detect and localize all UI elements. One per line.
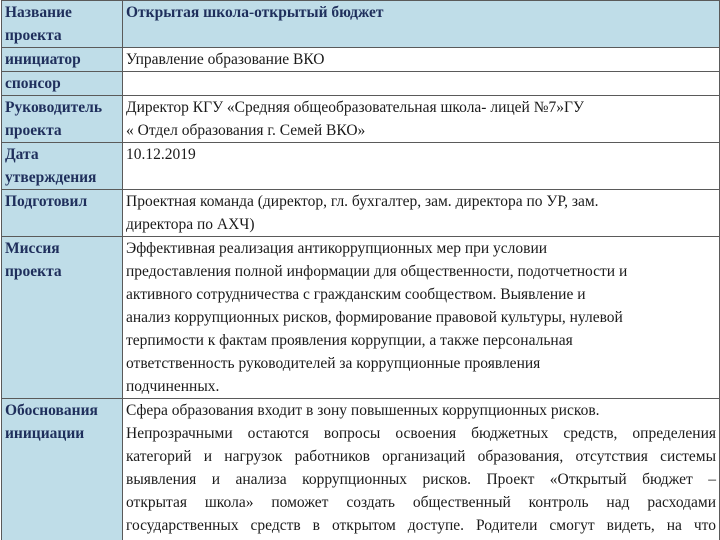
label-line: Название (5, 4, 72, 21)
row-rationale (2, 399, 720, 540)
row-project-head (2, 96, 720, 143)
label-initiator: инициатор (2, 48, 123, 72)
label-mission (2, 237, 123, 399)
label-line: проекта (5, 27, 62, 44)
project-passport-table (1, 0, 720, 540)
label-line: Обоснования (5, 402, 98, 419)
value-line: подчиненных. (126, 378, 220, 395)
value-line: Эффективная реализация антикоррупционных мер при условии (126, 240, 548, 257)
value-initiator: Управление образование ВКО (123, 48, 720, 72)
row-mission (2, 237, 720, 399)
label-rationale (2, 399, 123, 540)
value-approval-date: 10.12.2019 (123, 143, 720, 190)
label-line: проекта (5, 263, 62, 280)
label-prepared-by: Подготовил (2, 190, 123, 237)
value-line: « Отдел образования г. Семей ВКО» (126, 122, 366, 139)
value-line: ответственность руководителей за коррупционные проявления (126, 355, 541, 372)
row-project-name (2, 1, 720, 48)
value-line: Сфера образования входит в зону повышенных коррупционных рисков. (126, 402, 600, 419)
value-project-head (123, 96, 720, 143)
row-initiator (2, 48, 720, 72)
label-project-name (2, 1, 123, 48)
value-line: Проектная команда (директор, гл. бухгалтер, зам. директора по УР, зам. (126, 193, 599, 210)
value-line: Непрозрачными остаются вопросы освоения бюджетных средств, определения (126, 425, 716, 442)
row-approval-date (2, 143, 720, 190)
label-line: утверждения (5, 169, 97, 186)
label-line: Миссия (5, 240, 60, 257)
value-line: Директор КГУ «Средняя общеобразовательная школа- лицей №7»ГУ (126, 99, 584, 116)
value-sponsor (123, 72, 720, 96)
label-approval-date (2, 143, 123, 190)
value-rationale (123, 399, 720, 540)
row-sponsor (2, 72, 720, 96)
value-line: предоставления полной информации для общественности, подотчетности и (126, 263, 628, 280)
value-prepared-by (123, 190, 720, 237)
label-project-head (2, 96, 123, 143)
value-line: директора по АХЧ) (126, 216, 255, 233)
value-line: анализ коррупционных рисков, формирование правовой культуры, нулевой (126, 309, 623, 326)
label-line: инициации (5, 425, 85, 442)
label-sponsor: спонсор (2, 72, 123, 96)
label-line: Руководитель (5, 99, 103, 116)
value-line: категорий и нагрузок работников организаций образования, отсутствия системы (126, 448, 716, 465)
value-line: терпимости к фактам проявления коррупции, а также персональная (126, 332, 573, 349)
value-line: активного сотрудничества с гражданским сообществом. Выявление и (126, 286, 586, 303)
label-line: Дата (5, 146, 39, 163)
value-mission (123, 237, 720, 399)
value-line: государственных средств в открытом доступе. Родители смогут видеть, на что (126, 517, 716, 534)
value-line: выявления и анализа коррупционных рисков. Проект «Открытый бюджет – (126, 471, 716, 488)
value-line: открытая школа» поможет создать общественный контроль над расходами (126, 494, 716, 511)
value-project-name: Открытая школа-открытый бюджет (123, 1, 720, 48)
row-prepared-by (2, 190, 720, 237)
label-line: проекта (5, 122, 62, 139)
